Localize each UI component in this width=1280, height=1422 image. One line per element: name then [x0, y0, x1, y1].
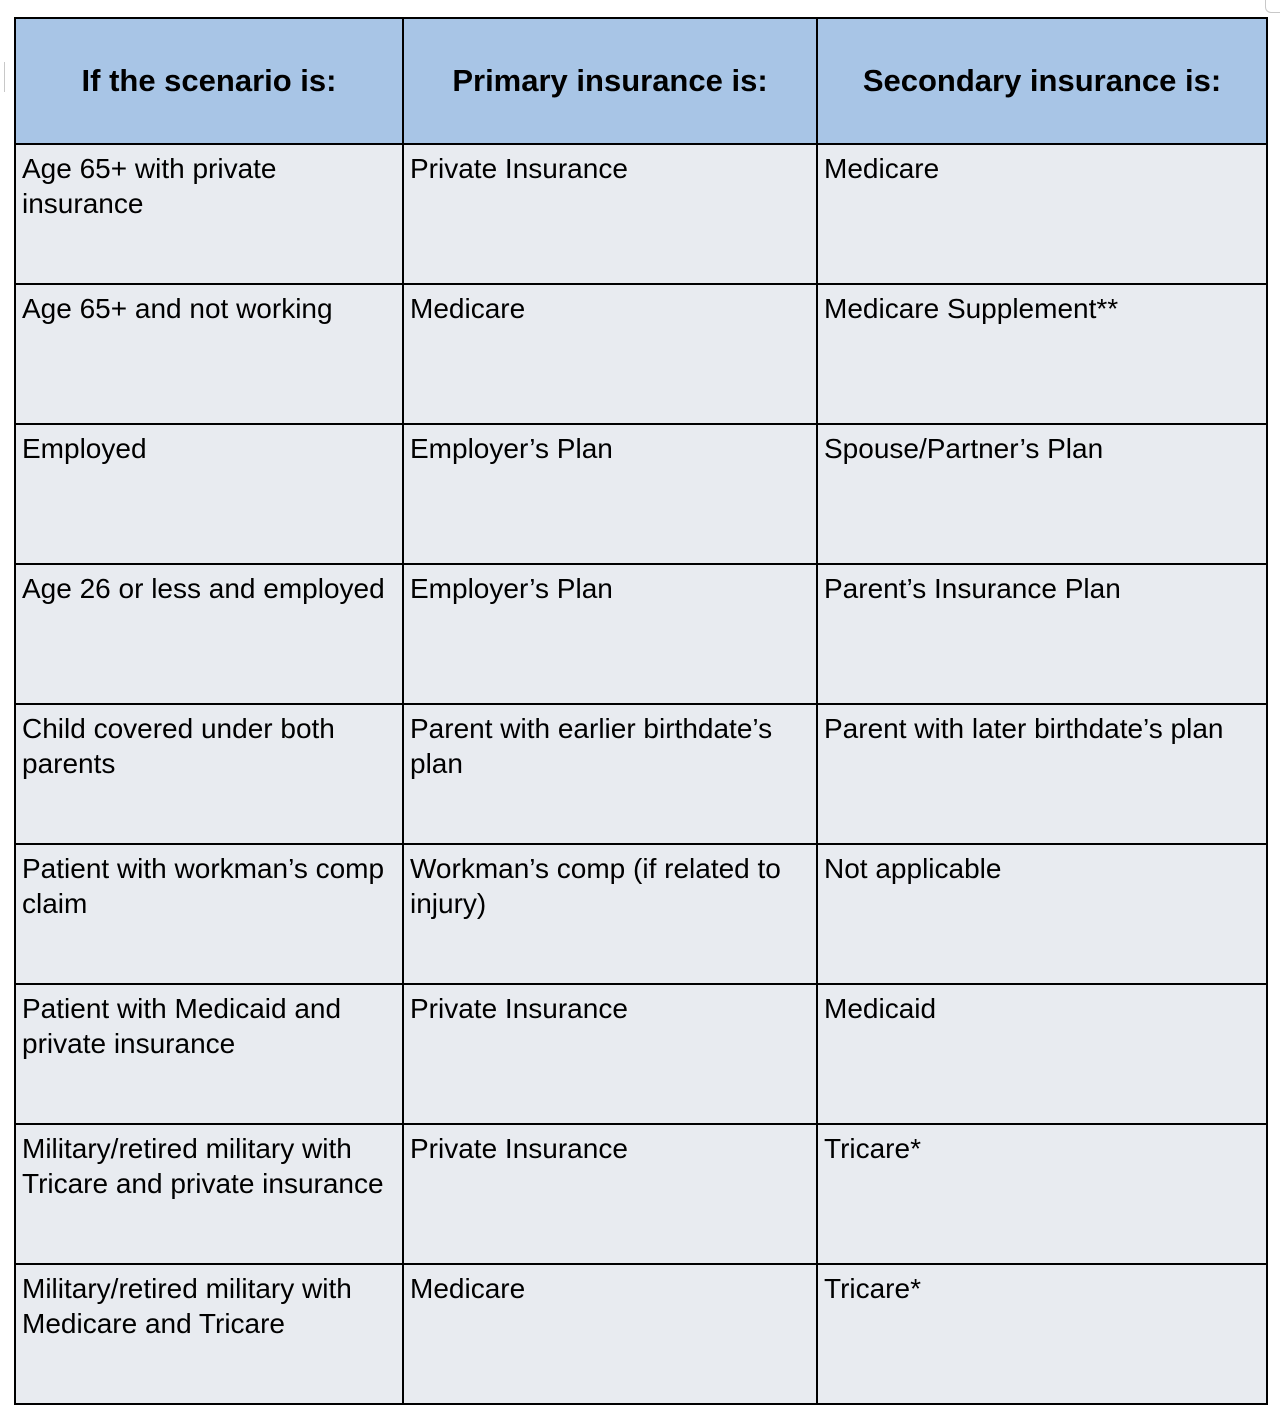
left-edge-marker — [0, 62, 5, 92]
table-row — [15, 704, 1267, 844]
header-row — [15, 18, 1267, 144]
scenario-cell: Age 26 or less and employed — [15, 564, 403, 704]
secondary-cell: Medicaid — [817, 984, 1267, 1124]
table-row — [15, 424, 1267, 564]
scenario-cell: Child covered under both parents — [15, 704, 403, 844]
table-row — [15, 284, 1267, 424]
insurance-order-table — [14, 17, 1268, 1405]
table-row — [15, 1124, 1267, 1264]
table-row — [15, 1264, 1267, 1404]
primary-cell: Private Insurance — [403, 144, 817, 284]
secondary-cell: Tricare* — [817, 1124, 1267, 1264]
scenario-cell: Age 65+ and not working — [15, 284, 403, 424]
secondary-cell: Spouse/Partner’s Plan — [817, 424, 1267, 564]
scenario-cell: Military/retired military with Tricare and private insurance — [15, 1124, 403, 1264]
right-edge-marker — [1265, 0, 1280, 13]
table-row — [15, 984, 1267, 1124]
primary-cell: Private Insurance — [403, 984, 817, 1124]
header-secondary-insurance: Secondary insurance is: — [817, 18, 1267, 144]
secondary-cell: Tricare* — [817, 1264, 1267, 1404]
header-scenario: If the scenario is: — [15, 18, 403, 144]
scenario-cell: Patient with workman’s comp claim — [15, 844, 403, 984]
scenario-cell: Age 65+ with private insurance — [15, 144, 403, 284]
primary-cell: Parent with earlier birthdate’s plan — [403, 704, 817, 844]
secondary-cell: Parent’s Insurance Plan — [817, 564, 1267, 704]
primary-cell: Employer’s Plan — [403, 424, 817, 564]
table-row — [15, 144, 1267, 284]
secondary-cell: Medicare Supplement** — [817, 284, 1267, 424]
primary-cell: Medicare — [403, 1264, 817, 1404]
secondary-cell: Not applicable — [817, 844, 1267, 984]
primary-cell: Medicare — [403, 284, 817, 424]
scenario-cell: Patient with Medicaid and private insurance — [15, 984, 403, 1124]
table-row — [15, 844, 1267, 984]
secondary-cell: Medicare — [817, 144, 1267, 284]
table-row — [15, 564, 1267, 704]
scenario-cell: Employed — [15, 424, 403, 564]
primary-cell: Private Insurance — [403, 1124, 817, 1264]
primary-cell: Workman’s comp (if related to injury) — [403, 844, 817, 984]
header-primary-insurance: Primary insurance is: — [403, 18, 817, 144]
secondary-cell: Parent with later birthdate’s plan — [817, 704, 1267, 844]
scenario-cell: Military/retired military with Medicare and Tricare — [15, 1264, 403, 1404]
primary-cell: Employer’s Plan — [403, 564, 817, 704]
